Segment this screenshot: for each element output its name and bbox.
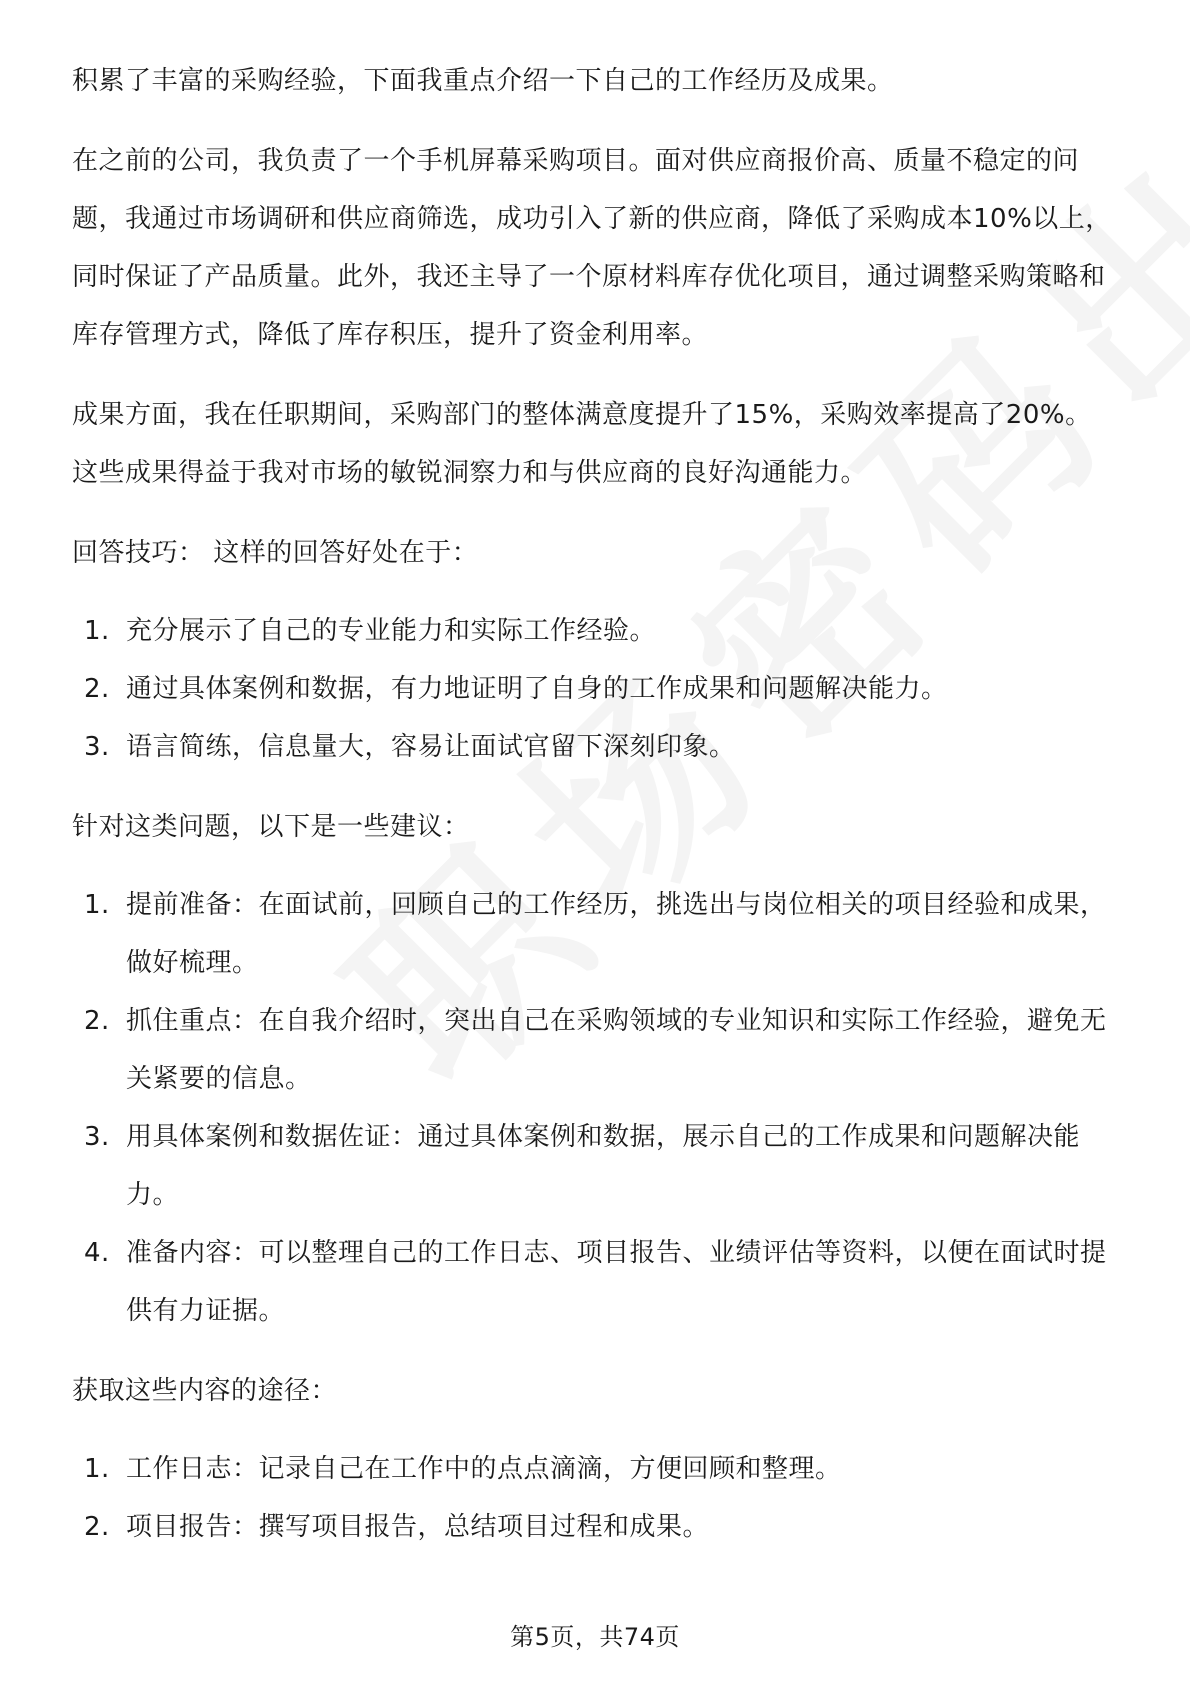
list-text: 提前准备：在面试前，回顾自己的工作经历，挑选出与岗位相关的项目经验和成果，做好梳理。: [126, 890, 1107, 978]
list-text: 准备内容：可以整理自己的工作日志、项目报告、业绩评估等资料，以便在面试时提供有力证据。: [126, 1238, 1107, 1326]
list-number: 3.: [84, 1122, 110, 1152]
list-number: 2.: [84, 1006, 110, 1036]
source-heading: 获取这些内容的途径：: [72, 1376, 338, 1406]
list-text: 用具体案例和数据佐证：通过具体案例和数据，展示自己的工作成果和问题解决能力。: [126, 1122, 1081, 1210]
paragraph-intro: 积累了丰富的采购经验，下面我重点介绍一下自己的工作经历及成果。: [72, 66, 894, 96]
paragraph-experience: 在之前的公司，我负责了一个手机屏幕采购项目。面对供应商报价高、质量不稳定的问题，我通过市场调研和供应商筛选，成功引入了新的供应商，降低了采购成本10%以上，同时保证了产品质量。此外，我还主导了一个原材料库存优化项目，通过调整采购策略和库存管理方式，降低了库存积压，提升了资金利用率。: [72, 146, 1112, 350]
list-text: 通过具体案例和数据，有力地证明了自身的工作成果和问题解决能力。: [126, 674, 948, 704]
list-number: 1.: [84, 1454, 110, 1484]
list-number: 2.: [84, 1512, 110, 1542]
list-item: [72, 876, 1112, 992]
list-text: 工作日志：记录自己在工作中的点点滴滴，方便回顾和整理。: [126, 1454, 842, 1484]
tips-list: [72, 602, 1112, 776]
list-item: [72, 1224, 1112, 1340]
list-text: 语言简练，信息量大，容易让面试官留下深刻印象。: [126, 732, 736, 762]
list-item: [72, 1440, 1112, 1498]
list-number: 2.: [84, 674, 110, 704]
suggest-heading: 针对这类问题，以下是一些建议：: [72, 812, 470, 842]
list-item: [72, 992, 1112, 1108]
document-body: [72, 52, 1112, 1556]
list-item: [72, 602, 1112, 660]
list-text: 充分展示了自己的专业能力和实际工作经验。: [126, 616, 657, 646]
list-number: 3.: [84, 732, 110, 762]
list-text: 抓住重点：在自我介绍时，突出自己在采购领域的专业知识和实际工作经验，避免无关紧要的信息。: [126, 1006, 1107, 1094]
tips-heading: 回答技巧： 这样的回答好处在于：: [72, 538, 479, 568]
list-item: [72, 1498, 1112, 1556]
list-item: [72, 660, 1112, 718]
source-list: [72, 1440, 1112, 1556]
list-item: [72, 718, 1112, 776]
page-footer: [0, 1617, 1190, 1652]
page-number: 第5页，共74页: [510, 1623, 680, 1651]
list-number: 1.: [84, 616, 110, 646]
list-number: 4.: [84, 1238, 110, 1268]
paragraph-results: 成果方面，我在任职期间，采购部门的整体满意度提升了15%，采购效率提高了20%。这些成果得益于我对市场的敏锐洞察力和与供应商的良好沟通能力。: [72, 400, 1092, 488]
list-number: 1.: [84, 890, 110, 920]
suggest-list: [72, 876, 1112, 1340]
list-text: 项目报告：撰写项目报告，总结项目过程和成果。: [126, 1512, 710, 1542]
list-item: [72, 1108, 1112, 1224]
